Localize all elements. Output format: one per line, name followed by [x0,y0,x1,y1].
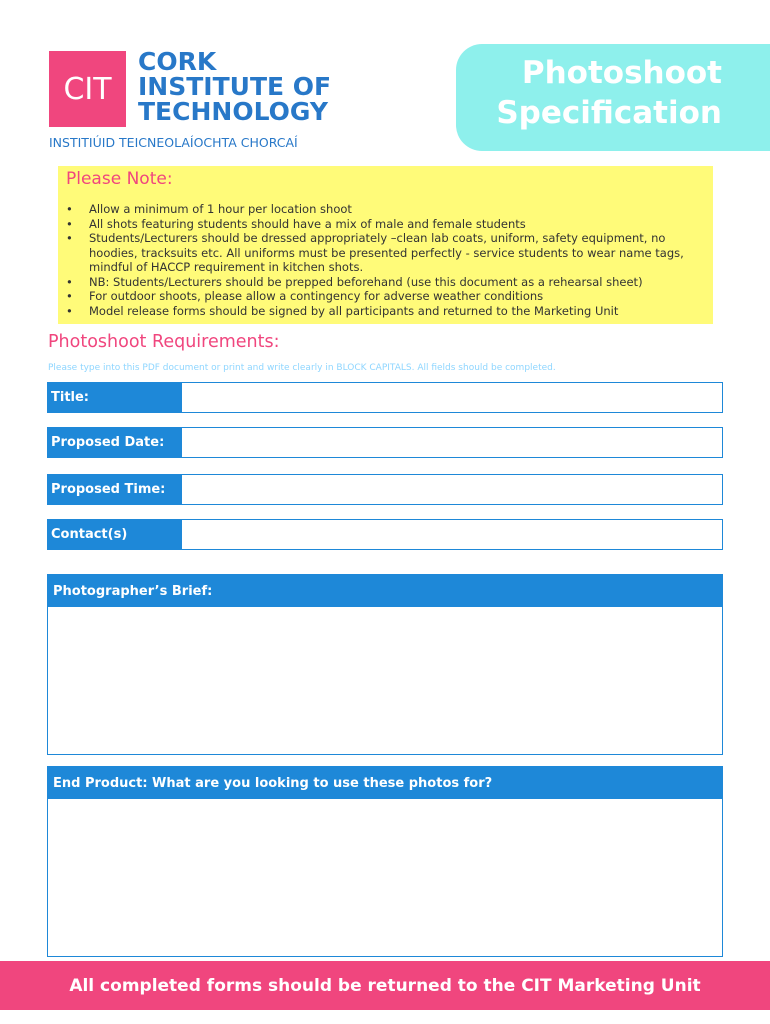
requirements-title: Photoshoot Requirements: [48,332,280,352]
list-item [62,217,702,232]
institution-name-line1: CORK [138,47,217,76]
proposed-date-label: Proposed Date: [48,428,182,457]
bullet: • [66,202,73,216]
bullet: • [66,274,73,289]
list-item [62,304,702,319]
end-product-input[interactable] [48,799,722,957]
end-product-box [47,766,723,957]
document-title-banner [456,44,770,151]
title-field [47,382,723,413]
footer-text: All completed forms should be returned to the CIT Marketing Unit [69,975,701,996]
contacts-label: Contact(s) [48,520,182,549]
list-item [62,275,702,290]
institution-irish-name: INSTITIÚID TEICNEOLAÍOCHTA CHORCAÍ [49,135,298,150]
title-input[interactable] [182,383,722,412]
title-field-label: Title: [48,383,182,412]
list-item-text: Allow a minimum of 1 hour per location shoot [89,202,352,216]
footer-banner [0,961,770,1010]
list-item-text: Students/Lecturers should be dressed appropriately –clean lab coats, uniform, safety equipment, no hoodies, tracksuits etc. All uniforms must be presented perfectly - service students to wear name tags, mindful of HACCP requirement in kitchen shots. [89,231,684,274]
document-title-line1: Photoshoot [521,55,722,91]
proposed-date-field [47,427,723,458]
proposed-time-input[interactable] [182,475,722,504]
logo-mark: CIT [63,71,112,107]
please-note-title: Please Note: [66,169,173,189]
photographers-brief-label: Photographer’s Brief: [48,575,722,607]
proposed-time-label: Proposed Time: [48,475,182,504]
list-item-text: For outdoor shoots, please allow a contingency for adverse weather conditions [89,289,544,303]
institution-name-line2: INSTITUTE OF [138,72,332,101]
bullet: • [66,303,73,318]
list-item-text: NB: Students/Lecturers should be prepped beforehand (use this document as a rehearsal sheet) [89,274,643,289]
proposed-time-field [47,474,723,505]
document-title-line2: Specification [496,95,722,131]
institution-name [138,49,398,124]
list-item [62,202,702,217]
cit-logo [49,51,126,127]
please-note-list [62,202,702,318]
proposed-date-input[interactable] [182,428,722,457]
list-item-text: Model release forms should be signed by all participants and returned to the Marketing Unit [89,303,619,318]
bullet: • [66,289,73,303]
end-product-label: End Product: What are you looking to use these photos for? [48,767,722,799]
please-note-box [58,166,713,324]
institution-name-line3: TECHNOLOGY [138,97,328,126]
requirements-instructions: Please type into this PDF document or print and write clearly in BLOCK CAPITALS. All fields should be completed. [48,363,556,373]
contacts-field [47,519,723,550]
bullet: • [66,216,73,231]
photographers-brief-input[interactable] [48,607,722,755]
photographers-brief-box [47,574,723,755]
contacts-input[interactable] [182,520,722,549]
list-item [62,231,702,275]
list-item-text: All shots featuring students should have a mix of male and female students [89,216,526,231]
bullet: • [66,231,73,245]
list-item [62,289,702,304]
